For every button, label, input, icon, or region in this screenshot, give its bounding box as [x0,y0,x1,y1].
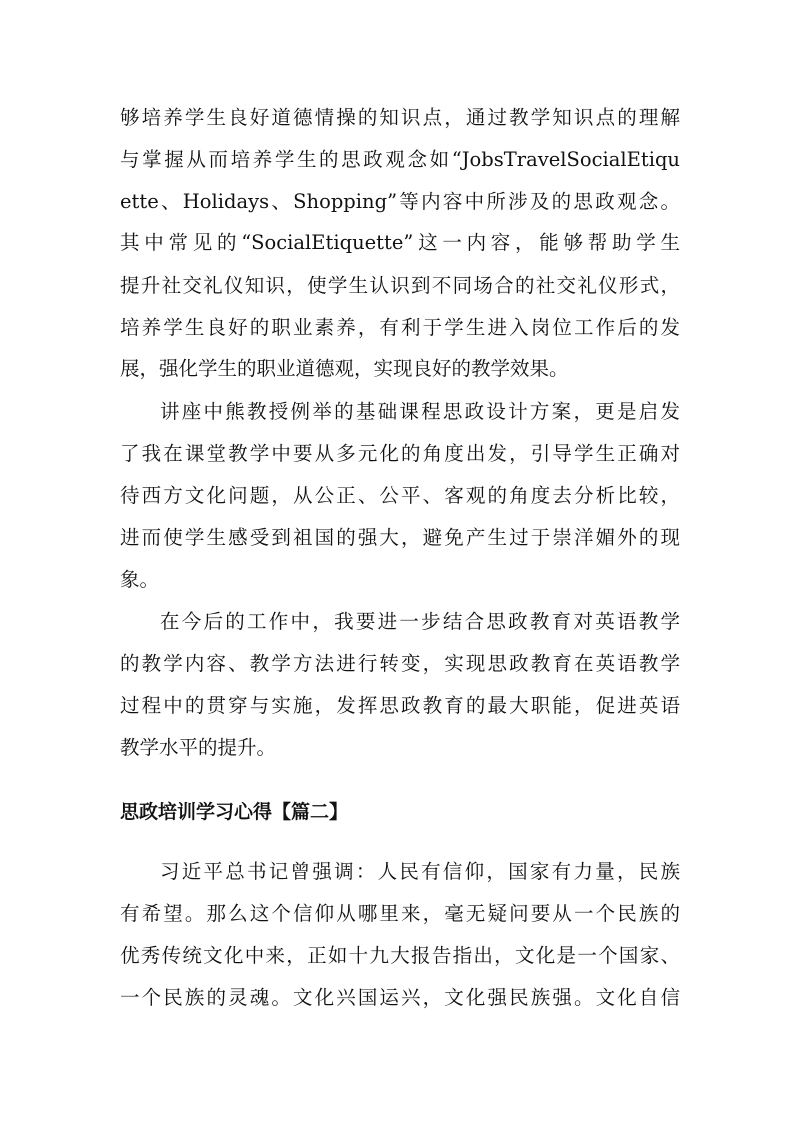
paragraph-3-line-4: 教学水平的提升。 [120,736,277,759]
paragraph-2-line-5: 象。 [120,568,160,591]
paragraph-3-line-2: 的教学内容、教学方法进行转变，实现思政教育在英语教学 [120,652,680,675]
section-heading: 思政培训学习心得【篇二】 [120,801,349,823]
paragraph-4-line-4: 一个民族的灵魂。文化兴国运兴，文化强民族强。文化自信 [120,986,680,1009]
paragraph-2-line-4: 进而使学生感受到祖国的强大，避免产生过于崇洋媚外的现 [120,526,680,549]
paragraph-4-line-3: 优秀传统文化中来，正如十九大报告指出，文化是一个国家、 [120,944,680,967]
paragraph-3-line-1: 在今后的工作中，我要进一步结合思政教育对英语教学 [160,610,680,633]
paragraph-4-line-1: 习近平总书记曾强调：人民有信仰，国家有力量，民族 [160,860,680,883]
paragraph-2-line-3: 待西方文化问题，从公正、公平、客观的角度去分析比较， [120,484,680,507]
paragraph-1-line-5: 提升社交礼仪知识，使学生认识到不同场合的社交礼仪形式， [120,274,680,297]
paragraph-1-line-2: 与掌握从而培养学生的思政观念如“JobsTravelSocialEtiqu [120,148,680,171]
paragraph-4-line-2: 有希望。那么这个信仰从哪里来，毫无疑问要从一个民族的 [120,902,680,925]
paragraph-1-line-1: 够培养学生良好道德情操的知识点，通过教学知识点的理解 [120,106,680,129]
paragraph-1-line-7: 展，强化学生的职业道德观，实现良好的教学效果。 [120,357,569,380]
paragraph-1-line-6: 培养学生良好的职业素养，有利于学生进入岗位工作后的发 [120,316,680,339]
paragraph-1-line-3: ette、Holidays、Shopping”等内容中所涉及的思政观念。 [120,190,680,213]
paragraph-1-line-4: 其中常见的“SocialEtiquette”这一内容，能够帮助学生 [120,231,680,254]
paragraph-3-line-3: 过程中的贯穿与实施，发挥思政教育的最大职能，促进英语 [120,694,680,717]
paragraph-2-line-1: 讲座中熊教授例举的基础课程思政设计方案，更是启发 [160,400,680,423]
paragraph-2-line-2: 了我在课堂教学中要从多元化的角度出发，引导学生正确对 [120,442,680,465]
